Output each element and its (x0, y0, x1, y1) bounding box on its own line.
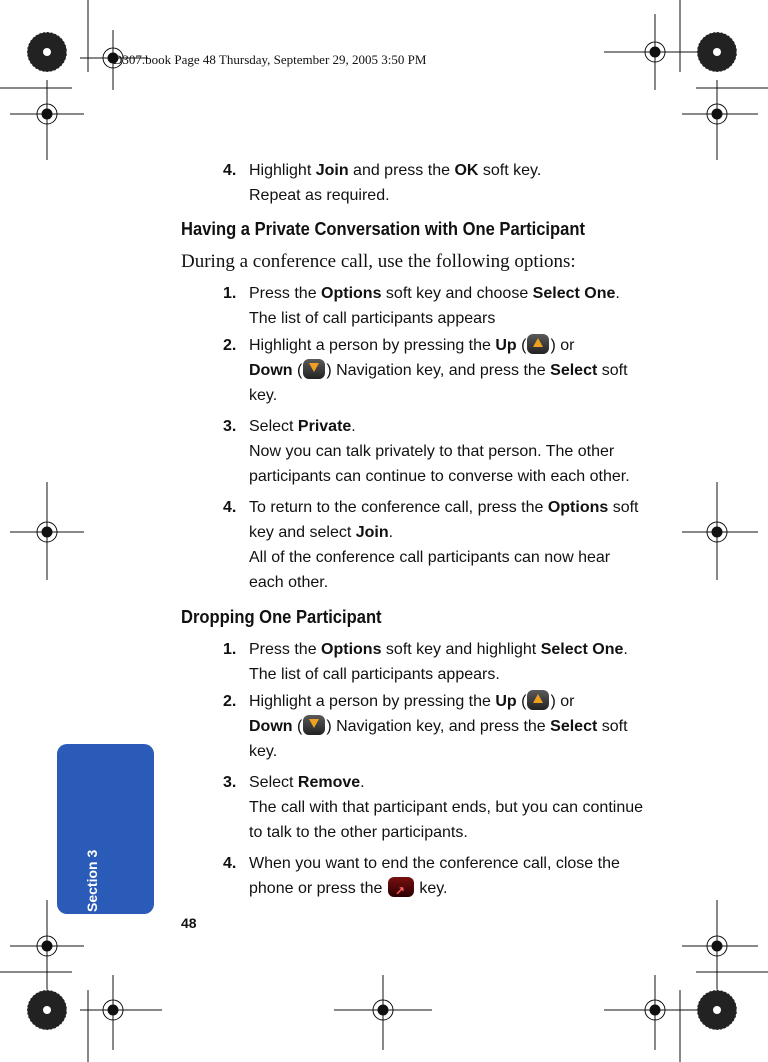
step-number: 1. (223, 641, 237, 658)
starburst-target (27, 990, 67, 1030)
starburst-target (27, 32, 67, 72)
step-number: 2. (223, 337, 237, 354)
step-number: 2. (223, 693, 237, 710)
up-key-icon (527, 690, 549, 710)
step-number: 4. (223, 162, 237, 179)
step-number: 1. (223, 285, 237, 302)
step-number: 3. (223, 418, 237, 435)
section-tab (57, 744, 154, 914)
section-heading: Dropping One Participant (181, 607, 382, 627)
starburst-target (697, 32, 737, 72)
down-key-icon (303, 715, 325, 735)
book-header: D307.book Page 48 Thursday, September 29, 2005 3:50 PM (113, 52, 427, 67)
down-key-icon (303, 359, 325, 379)
step-number: 3. (223, 774, 237, 791)
step-number: 4. (223, 855, 237, 872)
section-tab-label: Section 3 (84, 849, 100, 912)
section-heading: Having a Private Conversation with One Participant (181, 219, 585, 239)
end-key-icon: ↗ (388, 877, 414, 897)
step-number: 4. (223, 499, 237, 516)
intro-text: During a conference call, use the following options: (181, 251, 576, 272)
up-key-icon (527, 334, 549, 354)
starburst-target (697, 990, 737, 1030)
page-number: 48 (181, 915, 197, 931)
